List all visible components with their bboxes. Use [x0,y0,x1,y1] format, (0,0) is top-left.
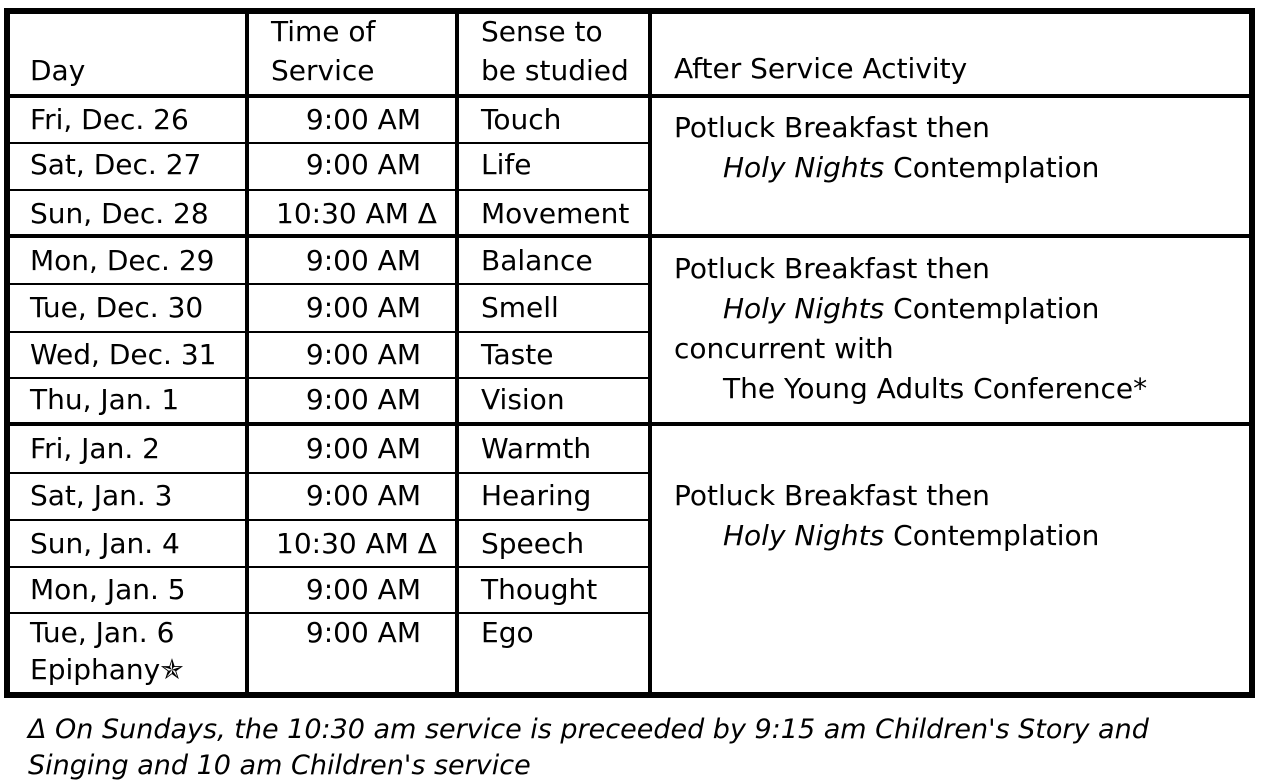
activity-text: Contemplation [884,292,1100,325]
header-time-line2: Service [271,54,375,87]
time-cell: 9:00 AM [305,573,421,606]
group-separator [4,422,1255,426]
footnote-line: Singing and 10 am Children's service [28,750,531,781]
header-sense-line1: Sense to [481,15,603,48]
day-cell: Mon, Jan. 5 [30,573,186,606]
day-cell: Sun, Jan. 4 [30,527,180,560]
day-cell: Sun, Dec. 28 [30,197,209,230]
activity-line [674,148,1099,188]
time-cell: 10:30 AM Δ [276,197,437,230]
sense-cell: Taste [481,338,554,371]
header-separator [4,94,1255,98]
table-border-top [4,8,1255,14]
time-cell: 9:00 AM [305,616,421,649]
activity-text: Contemplation [884,519,1100,552]
row-separator [4,472,650,474]
day-cell: Thu, Jan. 1 [30,383,180,416]
table-border-left [4,8,10,698]
holy-nights-italic: Holy Nights [723,519,885,552]
header-day: Day [30,54,86,87]
column-divider [455,8,459,698]
activity-line: concurrent with [674,332,894,365]
time-cell: 9:00 AM [305,432,421,465]
time-cell: 10:30 AM Δ [276,527,437,560]
column-divider [648,8,652,698]
sense-cell: Speech [481,527,585,560]
group-separator [4,234,1255,238]
activity-group [674,249,1147,409]
sense-cell: Smell [481,291,559,324]
day-cell: Tue, Jan. 6 [30,616,175,649]
day-cell: Sat, Dec. 27 [30,148,202,181]
activity-line [674,516,1099,556]
day-cell: Fri, Jan. 2 [30,432,160,465]
activity-line: The Young Adults Conference* [723,372,1148,405]
activity-line: Potluck Breakfast then [674,252,990,285]
activity-line [674,289,1147,329]
time-cell: 9:00 AM [305,338,421,371]
sense-cell: Vision [481,383,565,416]
time-cell: 9:00 AM [305,291,421,324]
header-sense-line2: be studied [481,54,629,87]
header-time-line1: Time of [271,15,376,48]
row-separator [4,283,650,285]
sense-cell: Warmth [481,432,592,465]
time-cell: 9:00 AM [305,103,421,136]
holy-nights-italic: Holy Nights [723,151,885,184]
header-activity: After Service Activity [674,52,968,85]
sense-cell: Balance [481,244,593,277]
day-cell: Tue, Dec. 30 [30,291,204,324]
activity-group [674,476,1099,556]
sense-cell: Thought [481,573,598,606]
footnote-line: Δ On Sundays, the 10:30 am service is preceeded by 9:15 am Children's Story and [28,714,1149,745]
day-cell: Sat, Jan. 3 [30,479,173,512]
time-cell: 9:00 AM [305,383,421,416]
activity-text: Contemplation [884,151,1100,184]
sense-cell: Hearing [481,479,592,512]
sense-cell: Movement [481,197,630,230]
footnote [28,712,1149,784]
holy-nights-italic: Holy Nights [723,292,885,325]
day-cell-line2: Epiphany✯ [30,653,184,686]
sense-cell: Ego [481,616,534,649]
row-separator [4,566,650,568]
sense-cell: Life [481,148,532,181]
day-cell: Mon, Dec. 29 [30,244,215,277]
table-border-right [1249,8,1255,698]
day-cell: Fri, Dec. 26 [30,103,189,136]
row-separator [4,519,650,521]
activity-group [674,108,1099,188]
row-separator [4,142,650,144]
row-separator [4,189,650,191]
table-border-bottom [4,692,1255,698]
activity-line: Potluck Breakfast then [674,479,990,512]
row-separator [4,377,650,379]
day-cell: Wed, Dec. 31 [30,338,217,371]
time-cell: 9:00 AM [305,244,421,277]
row-separator [4,331,650,333]
time-cell: 9:00 AM [305,479,421,512]
sense-cell: Touch [481,103,562,136]
activity-line: Potluck Breakfast then [674,111,990,144]
time-cell: 9:00 AM [305,148,421,181]
